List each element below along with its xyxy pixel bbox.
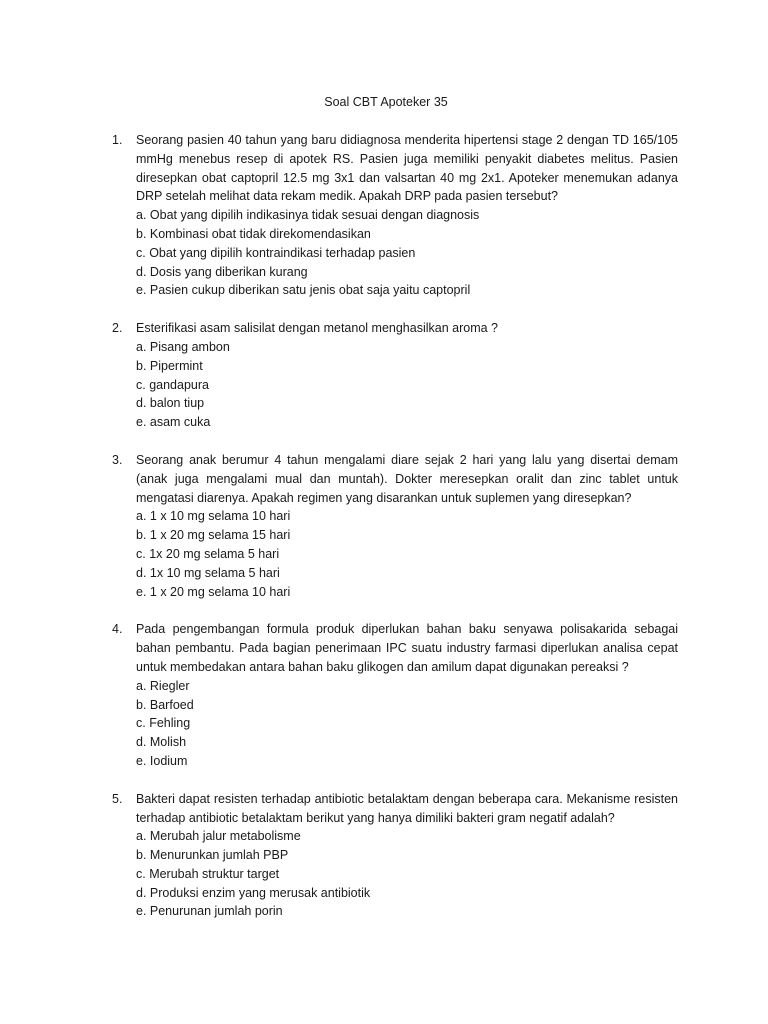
- option-item: a. 1 x 10 mg selama 10 hari: [136, 509, 291, 524]
- option-item: d. balon tiup: [136, 396, 205, 411]
- option-list: [136, 338, 678, 432]
- option-item: b. Barfoed: [136, 697, 194, 712]
- option-item: e. 1 x 20 mg selama 10 hari: [136, 584, 291, 599]
- question-item: [112, 319, 678, 432]
- option-item: e. asam cuka: [136, 415, 211, 430]
- option-item: e. Penurunan jumlah porin: [136, 904, 283, 919]
- question-number: 1.: [112, 133, 123, 147]
- question-number: 3.: [112, 452, 123, 467]
- option-list: [136, 507, 678, 601]
- option-item: e. Iodium: [136, 753, 188, 768]
- option-item: d. Molish: [136, 735, 187, 750]
- question-text: Pada pengembangan formula produk diperlukan bahan baku senyawa polisakarida sebagai bahan pembantu. Pada bagian penerimaan IPC suatu industry farmasi diperlukan analisa cepat untuk membedakan antara bahan baku glikogen dan amilum dapat digunakan pereaksi ?: [136, 622, 678, 674]
- option-item: d. Dosis yang diberikan kurang: [136, 264, 308, 279]
- option-item: d. 1x 10 mg selama 5 hari: [136, 565, 280, 580]
- question-text: Seorang anak berumur 4 tahun mengalami diare sejak 2 hari yang lalu yang disertai demam (anak juga mengalami mual dan muntah). Dokter meresepkan oralit dan zinc tablet untuk mengatasi diarenya. Apakah regimen yang disarankan untuk suplemen yang diresepkan?: [136, 452, 678, 505]
- question-number: 5.: [112, 791, 123, 806]
- option-item: c. Fehling: [136, 716, 191, 731]
- option-item: b. Kombinasi obat tidak direkomendasikan: [136, 226, 371, 241]
- question-item: [112, 451, 678, 601]
- option-item: b. 1 x 20 mg selama 15 hari: [136, 528, 291, 543]
- option-item: a. Merubah jalur metabolisme: [136, 829, 301, 844]
- option-item: a. Riegler: [136, 678, 190, 693]
- option-list: [136, 677, 678, 771]
- option-item: a. Pisang ambon: [136, 339, 230, 354]
- option-item: a. Obat yang dipilih indikasinya tidak sesuai dengan diagnosis: [136, 208, 480, 223]
- option-list: [136, 827, 678, 921]
- question-number: 4.: [112, 622, 123, 637]
- option-list: [136, 206, 678, 300]
- option-item: c. Obat yang dipilih kontraindikasi terhadap pasien: [136, 245, 416, 260]
- option-item: c. Merubah struktur target: [136, 866, 280, 881]
- document-title: Soal CBT Apoteker 35: [324, 95, 448, 109]
- question-text: Bakteri dapat resisten terhadap antibiotic betalaktam dengan beberapa cara. Mekanisme resisten terhadap antibiotic betalaktam berikut yang hanya dimiliki bakteri gram negatif adalah?: [136, 791, 678, 825]
- question-text: Esterifikasi asam salisilat dengan metanol menghasilkan aroma ?: [136, 321, 498, 336]
- question-text: Seorang pasien 40 tahun yang baru didiagnosa menderita hipertensi stage 2 dengan TD 165/105 mmHg menebus resep di apotek RS. Pasien juga memiliki penyakit diabetes melitus. Pasien diresepkan obat captopril 12.5 mg 3x1 dan valsartan 40 mg 2x1. Apoteker menemukan adanya DRP setelah melihat data rekam medik. Apakah DRP pada pasien tersebut?: [136, 133, 678, 204]
- question-list: [112, 131, 678, 940]
- question-item: [112, 131, 678, 300]
- question-item: [112, 620, 678, 770]
- option-item: d. Produksi enzim yang merusak antibiotik: [136, 885, 371, 900]
- option-item: b. Pipermint: [136, 358, 203, 373]
- option-item: c. gandapura: [136, 377, 209, 392]
- question-item: [112, 790, 678, 922]
- option-item: c. 1x 20 mg selama 5 hari: [136, 546, 280, 561]
- option-item: e. Pasien cukup diberikan satu jenis obat saja yaitu captopril: [136, 283, 471, 298]
- option-item: b. Menurunkan jumlah PBP: [136, 848, 289, 863]
- question-number: 2.: [112, 321, 123, 336]
